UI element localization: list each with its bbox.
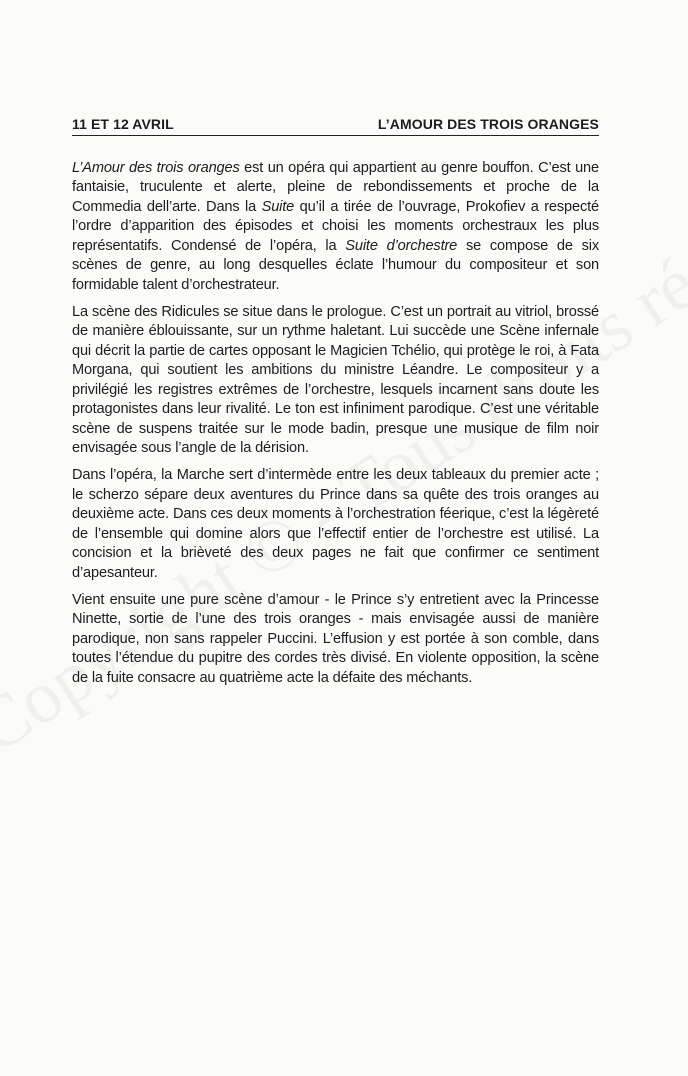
text-segment: se compose de six scènes de genre, au long desquelles éclate l’humour du compositeur et son formidable talent d’orchestrateur. <box>72 237 599 293</box>
italic-title: L’Amour des trois oranges <box>72 160 240 176</box>
header-date: 11 ET 12 AVRIL <box>72 116 174 132</box>
paragraph-1 <box>72 159 599 295</box>
article-body <box>72 160 599 696</box>
italic-suite: Suite <box>261 198 295 215</box>
paragraph-2: La scène des Ridicules se situe dans le prologue. C’est un portrait au vitriol, brossé de manière éblouissante, sur un rythme haletant. Lui succède une Scène infernale qui décrit la partie de cartes opposant le Magicien Tchélio, qui protège le roi, à Fata Morgana, qui soutient les ambitions du ministre Léandre. Le compositeur y a privilégié les registres extrêmes de l’orchestre, lesquels incarnent sans doute les protagonistes dans leur rivalité. Le ton est infiniment parodique. C’est une véritable scène de suspens traitée sur le mode badin, presque une musique de film noir envisagée sous l’angle de la dérision. <box>72 303 599 457</box>
paragraph-4: Vient ensuite une pure scène d’amour - le Prince s’y entretient avec la Princesse Ninette, sortie de l’une des trois oranges - mais envisagée aussi de manière parodique, non sans rappeler Puccini. L’effusion y est portée à son comble, dans toutes l’étendue du pupitre des cordes très divisé. En violente opposition, la scène de la fuite consacre au quatrième acte la défaite des méchants. <box>72 591 599 686</box>
text-segment: qu’il a tirée de l’ouvrage, Prokofiev a respecté l’ordre d’apparition des épisodes et choisi les moments orchestraux les plus représentatifs. Condensé de l’opéra, la <box>72 198 599 254</box>
italic-suite-orchestre: Suite d’orchestre <box>345 237 458 254</box>
header-title: L’AMOUR DES TROIS ORANGES <box>377 116 599 132</box>
paragraph-3: Dans l’opéra, la Marche sert d’intermède entre les deux tableaux du premier acte ; le scherzo sépare deux aventures du Prince dans sa quête des trois oranges au deuxième acte. Dans ces deux moments à l’orchestration féerique, c’est la légèreté de l’ensemble qui domine alors que l’effectif entier de l’orchestre est utilisé. La concision et la brièveté des deux pages ne fait que confirmer ce sentiment d’apesanteur. <box>72 467 599 581</box>
page-header <box>72 116 599 136</box>
text-segment: est un opéra qui appartient au genre bouffon. C’est une fantaisie, truculente et alerte, pleine de rebondissements et proche de la Commedia dell’arte. Dans la <box>72 160 599 215</box>
